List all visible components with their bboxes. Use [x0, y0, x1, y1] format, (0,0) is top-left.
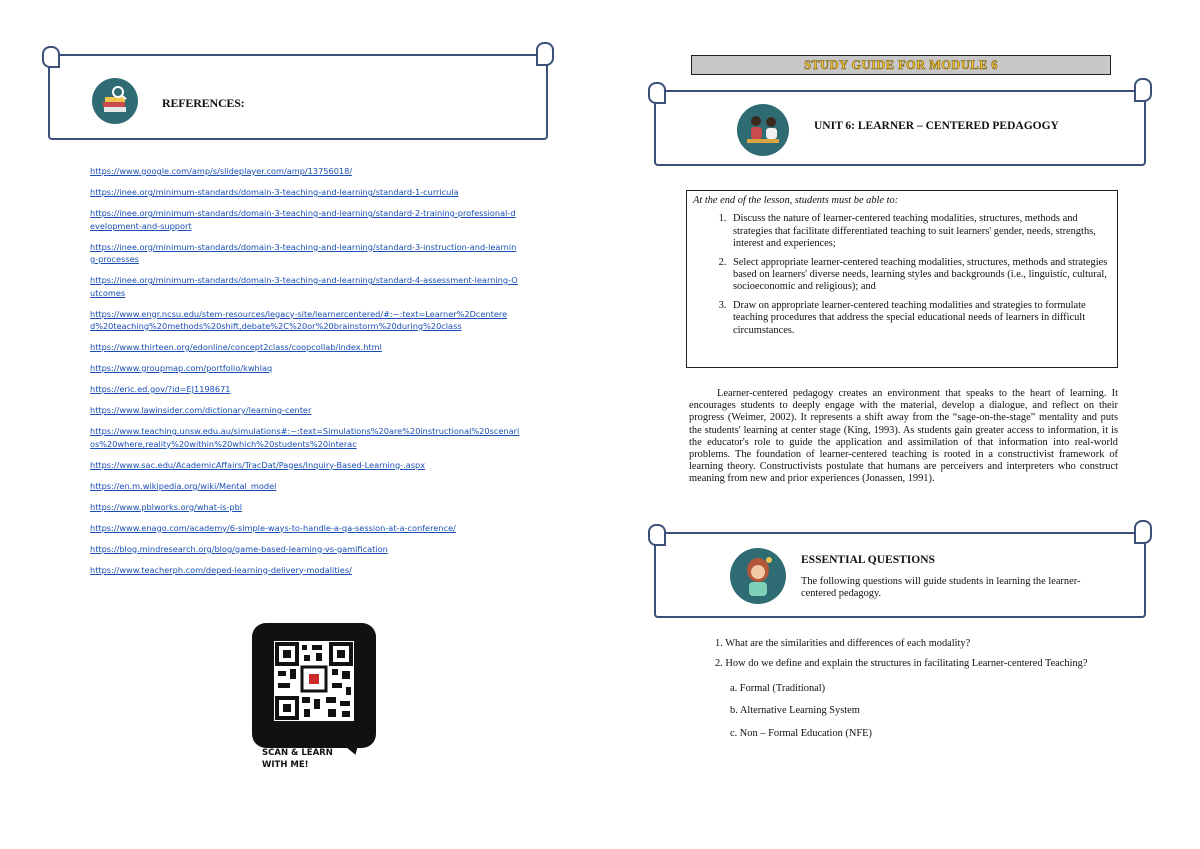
unit-title: UNIT 6: LEARNER – CENTERED PEDAGOGY: [814, 120, 1059, 132]
reference-link[interactable]: https://www.enago.com/academy/6-simple-ways-to-handle-a-qa-session-at-a-conference/: [90, 522, 456, 533]
question-list: [715, 638, 1125, 750]
module-title: STUDY GUIDE FOR MODULE 6: [691, 55, 1111, 75]
references-heading: REFERENCES:: [162, 96, 245, 110]
sub-item: a. Formal (Traditional): [730, 682, 826, 694]
reference-link[interactable]: https://inee.org/minimum-standards/domain-3-teaching-and-learning/standard-4-assessment-learning-Outcomes: [90, 275, 518, 298]
reference-link[interactable]: https://blog.mindresearch.org/blog/game-based-learning-vs-gamification: [90, 543, 388, 554]
reference-link[interactable]: https://inee.org/minimum-standards/domain-3-teaching-and-learning/standard-2-training-professional-development-and-support: [90, 208, 516, 231]
reference-link[interactable]: https://www.google.com/amp/s/slideplayer.com/amp/13756018/: [90, 166, 353, 176]
qr-code-pattern: [274, 641, 354, 721]
reference-link[interactable]: https://inee.org/minimum-standards/domain-3-teaching-and-learning/standard-1-curricula: [90, 187, 459, 197]
thinking-girl-icon: [730, 548, 786, 604]
qr-caption: [262, 747, 333, 771]
outcomes-list: [693, 213, 1111, 337]
learning-outcomes-box: [686, 190, 1118, 368]
essential-questions-title: ESSENTIAL QUESTIONS: [801, 554, 935, 566]
qr-caption-line1: SCAN & LEARN: [262, 748, 333, 758]
books-icon: [92, 78, 138, 124]
reference-link[interactable]: https://www.engr.ncsu.edu/stem-resources/legacy-site/learnercentered/#:~:text=Learner%2Dcentered%20teaching%20methods%20shift,debate%2C%20or%20brainstorm%20during%20class: [90, 308, 508, 331]
outcomes-intro: At the end of the lesson, students must be able to:: [693, 195, 899, 206]
question-item: 1. What are the similarities and differences of each modality?: [715, 638, 971, 649]
reference-link[interactable]: https://www.groupmap.com/portfolio/kwhlaq: [90, 363, 273, 373]
reference-link[interactable]: https://eric.ed.gov/?id=EJ1198671: [90, 384, 231, 394]
sub-item: c. Non – Formal Education (NFE): [730, 727, 872, 739]
reference-list: [90, 165, 520, 585]
reference-link[interactable]: https://en.m.wikipedia.org/wiki/Mental_model: [90, 480, 277, 491]
intro-paragraph: Learner-centered pedagogy creates an environment that speaks to the heart of learning. It encourages students to deeply engage with the material, develop a dialogue, and reflect on their progress (Weimer, 2002). It represents a shift away from the “sage-on-the-stage” mentality and puts the students' learning at center stage (King, 1993). As students gain greater access to information, it is the educator's role to guide the application and assimilation of that information into real-world problems. The foundation of learner-centered teaching is rooted in a constructivist framework of learning theory. Constructivists postulate that humans are perceivers and interpreters who construct meaning from new and prior experiences (Jonassen, 1991).: [689, 388, 1118, 485]
teacher-student-icon: [737, 104, 789, 156]
reference-link[interactable]: https://www.teaching.unsw.edu.au/simulations#:~:text=Simulations%20are%20instructional%20scenarios%20where,reality%20within%20which%20students%20interac: [90, 426, 520, 449]
outcome-item: 3. Draw on appropriate learner-centered teaching modalities and strategies to formulate teaching procedures that address the special educational needs of learners in difficult circumstances.: [729, 300, 1111, 337]
reference-link[interactable]: https://www.sac.edu/AcademicAffairs/TracDat/Pages/Inquiry-Based-Learning-.aspx: [90, 459, 426, 470]
qr-caption-line2: WITH ME!: [262, 760, 309, 770]
sub-item: b. Alternative Learning System: [730, 705, 860, 717]
outcome-item: 1. Discuss the nature of learner-centered teaching modalities, structures, methods and strategies that facilitate differentiated teaching to suit learners' gender, needs, strengths, interest and experiences;: [729, 213, 1111, 250]
reference-link[interactable]: https://inee.org/minimum-standards/domain-3-teaching-and-learning/standard-3-instruction-and-learning-processes: [90, 241, 517, 264]
outcome-item: 2. Select appropriate learner-centered teaching modalities, structures, methods and strategies based on learners' diverse needs, learning styles and backgrounds (i.e., linguistic, cultural, socioeconomic and religious); and: [729, 257, 1111, 294]
essential-questions-desc: The following questions will guide students in learning the learner-centered pedagogy.: [801, 576, 1081, 600]
right-page: [600, 0, 1200, 849]
reference-link[interactable]: https://www.thirteen.org/edonline/concept2class/coopcollab/index.html: [90, 342, 382, 352]
essential-questions-banner: [654, 532, 1146, 618]
reference-link[interactable]: https://www.pblworks.org/what-is-pbl: [90, 501, 243, 512]
reference-link[interactable]: https://www.teacherph.com/deped-learning-delivery-modalities/: [90, 564, 352, 575]
qr-code[interactable]: [252, 623, 376, 748]
reference-link[interactable]: https://www.lawinsider.com/dictionary/learning-center: [90, 405, 312, 415]
question-item: 2. How do we define and explain the structures in facilitating Learner-centered Teaching?: [715, 658, 1088, 670]
